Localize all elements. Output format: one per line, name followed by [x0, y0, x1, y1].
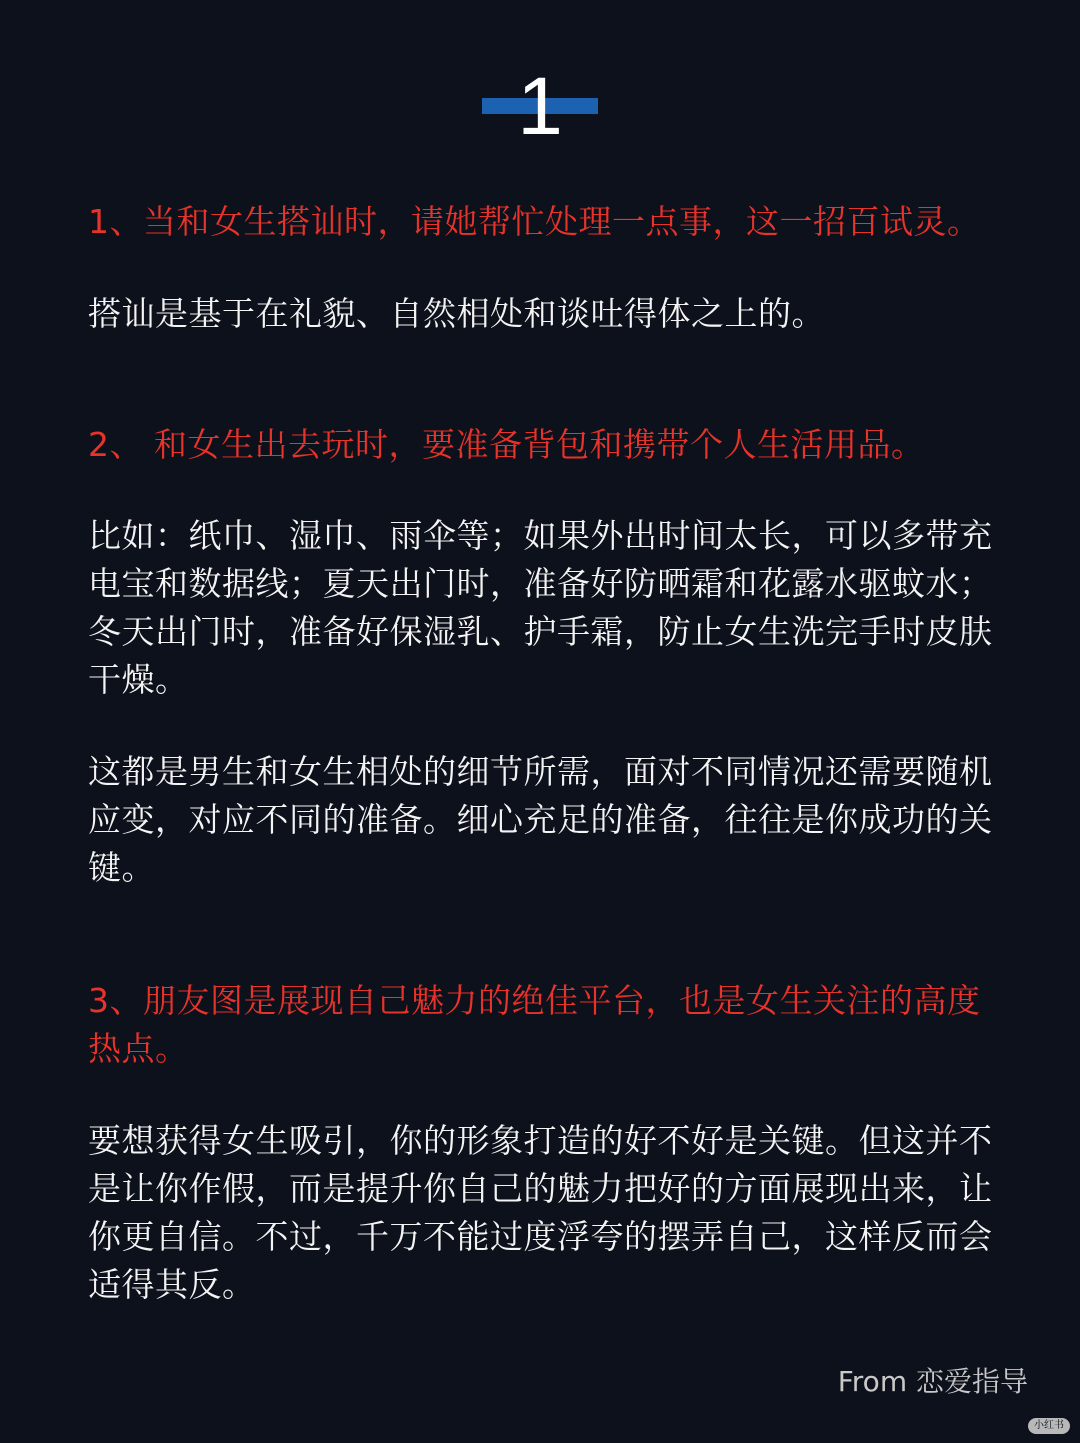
watermark-badge: 小红书: [1028, 1418, 1070, 1434]
section-2-paragraph-1: 比如：纸巾、湿巾、雨伞等；如果外出时间太长，可以多带充电宝和数据线；夏天出门时，准备好防晒霜和花露水驱蚊水；冬天出门时，准备好保湿乳、护手霜，防止女生洗完手时皮肤干燥。: [88, 516, 993, 699]
section-2-heading: 2、 和女生出去玩时，要准备背包和携带个人生活用品。: [88, 425, 925, 464]
footer-attribution: From 恋爱指导: [837, 1365, 1028, 1398]
section-1-paragraph: 搭讪是基于在礼貌、自然相处和谈吐得体之上的。: [88, 294, 825, 333]
section-2-paragraph-2: 这都是男生和女生相处的细节所需，面对不同情况还需要随机应变，对应不同的准备。细心充足的准备，往往是你成功的关键。: [88, 752, 993, 887]
section-number-badge: [480, 61, 600, 152]
section-1-heading: 1、当和女生搭讪时，请她帮忙处理一点事，这一招百试灵。: [88, 202, 981, 241]
badge-number: 1: [517, 61, 563, 152]
section-3-heading: 3、朋友图是展现自己魅力的绝佳平台，也是女生关注的高度热点。: [88, 981, 981, 1068]
section-3-paragraph: 要想获得女生吸引，你的形象打造的好不好是关键。但这并不是让你作假，而是提升你自己的魅力把好的方面展现出来，让你更自信。不过，千万不能过度浮夸的摆弄自己，这样反而会适得其反。: [88, 1121, 993, 1304]
